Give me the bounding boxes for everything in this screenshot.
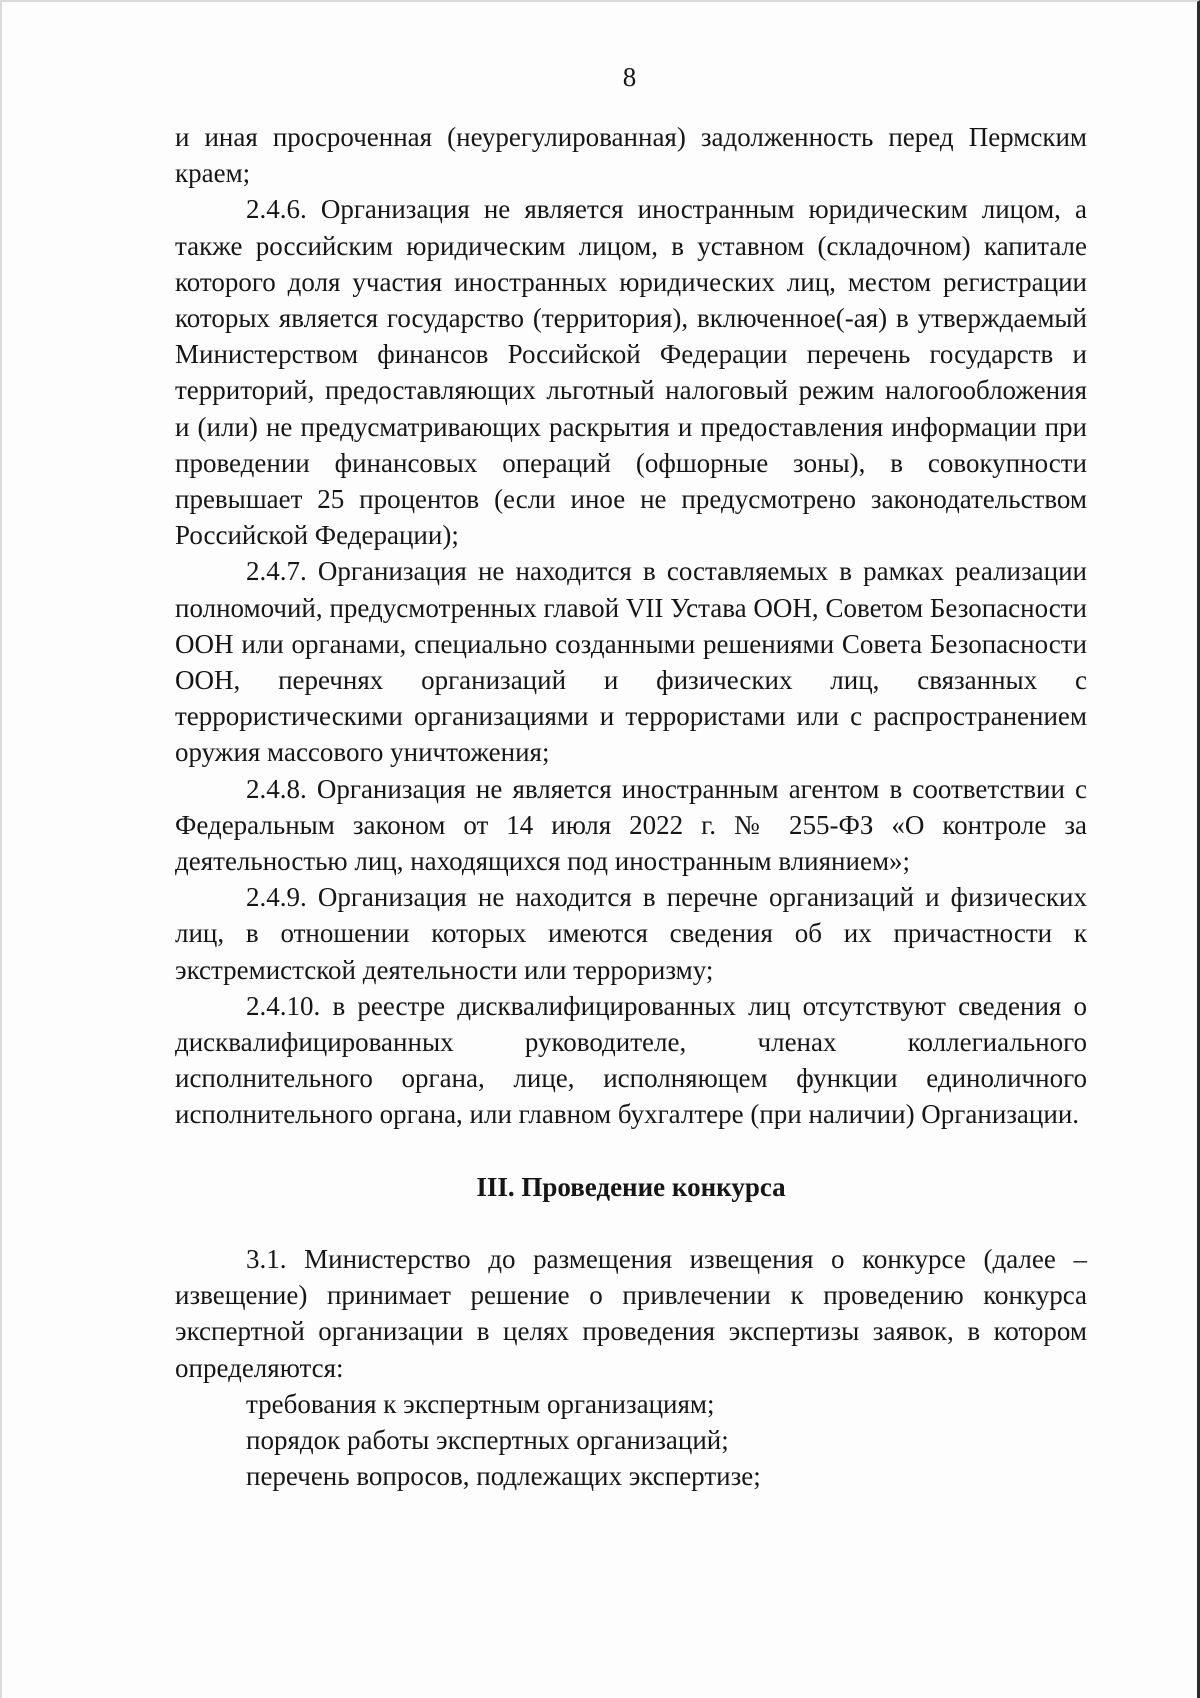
section-heading: III. Проведение конкурса bbox=[476, 1171, 786, 1202]
paragraph-3-1: 3.1. Министерство до размещения извещения о конкурсе (далее – извещение) принимает решение о привлечении к проведению конкурса экспертной организации в целях проведения экспертизы заявок, в котором определяются: bbox=[175, 1243, 1087, 1383]
list-item: порядок работы экспертных организаций; bbox=[246, 1424, 729, 1455]
list-item: требования к экспертным организациям; bbox=[246, 1388, 715, 1419]
paragraph-2-4-6: 2.4.6. Организация не является иностранным юридическим лицом, а также российским юридическим лицом, в уставном (складочном) капитале которого доля участия иностранных юридических лиц, местом регистрации которых является государство (территория), включенное(-ая) в утверждаемый Министерством финансов Российской Федерации перечень государств и территорий, предоставляющих льготный налоговый режим налогообложения и (или) не предусматривающих раскрытия и предоставления информации при проведении финансовых операций (офшорные зоны), в совокупности превышает 25 процентов (если иное не предусмотрено законодательством Российской Федерации); bbox=[175, 194, 1087, 551]
paragraph-2-4-9: 2.4.9. Организация не находится в перечне организаций и физических лиц, в отношении которых имеются сведения об их причастности к экстремистской деятельности или терроризму; bbox=[175, 882, 1087, 985]
paragraph-2-4-8: 2.4.8. Организация не является иностранным агентом в соответствии с Федеральным законом от 14 июля 2022 г. № 255-ФЗ «О контроле за деятельностью лиц, находящихся под иностранным влиянием»; bbox=[175, 773, 1087, 877]
page-number: 8 bbox=[622, 62, 637, 92]
document-body bbox=[175, 119, 1087, 1494]
paragraph-continuation: и иная просроченная (неурегулированная) задолженность перед Пермским краем; bbox=[175, 122, 1087, 189]
list-item: перечень вопросов, подлежащих экспертизе; bbox=[246, 1461, 761, 1492]
paragraph-2-4-7: 2.4.7. Организация не находится в составляемых в рамках реализации полномочий, предусмотренных главой VII Устава ООН, Советом Безопасности ООН или органами, специально созданными решениями Совета Безопасности ООН, перечнях организаций и физических лиц, связанных с террористическими организациями и террористами или с распространением оружия массового уничтожения; bbox=[175, 556, 1087, 768]
paragraph-2-4-10: 2.4.10. в реестре дисквалифицированных лиц отсутствуют сведения о дисквалифицированных руководителе, членах коллегиального исполнительного органа, лице, исполняющем функции единоличного исполнительного органа, или главном бухгалтере (при наличии) Организации. bbox=[175, 990, 1087, 1130]
